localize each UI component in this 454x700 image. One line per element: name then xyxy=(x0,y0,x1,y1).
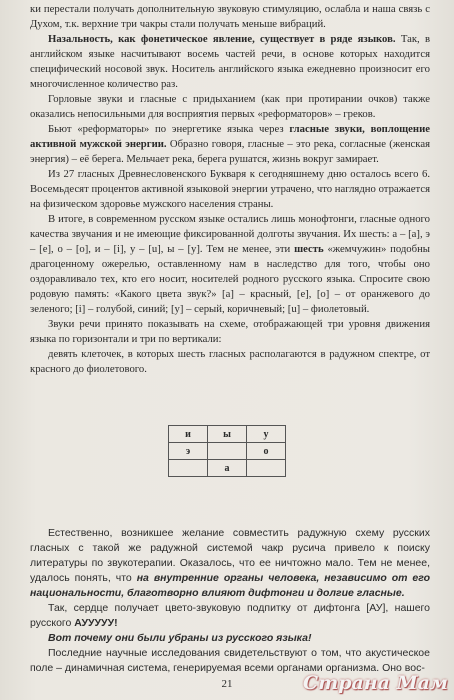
paragraph xyxy=(30,32,430,92)
vowel-grid xyxy=(168,425,286,477)
text-run: ки перестали получать дополнительную звуковую стимуляцию, ослабла и наша связь с Духом, т.к. верхние три чакры стали получать меньше вибраций. xyxy=(30,3,430,30)
grid-cell xyxy=(247,460,286,477)
lower-text-block xyxy=(30,526,430,676)
paragraph xyxy=(30,167,430,212)
paragraph xyxy=(30,631,430,646)
grid-row xyxy=(169,426,286,443)
paragraph xyxy=(30,347,430,377)
text-run: Так, сердце получает цвето-звуковую подпитку от дифтонга [АУ], нашего русского xyxy=(30,602,430,629)
paragraph xyxy=(30,212,430,317)
text-run: шесть xyxy=(294,243,324,255)
text-run: Так, в английском языке насчитывают восемь частей речи, в основе которых находится специфический носовой звук. Носитель английского языка ежедневно произносит его многочисленное количество раз. xyxy=(30,33,430,90)
text-run: гласные звуки, воплощение активной мужской энергии. xyxy=(30,123,430,150)
text-run: «жемчужин» подобны драгоценному ожерелью, оставленному нам в наследство для того, чтобы оно оздоравливало тех, кто его носит, носителей родного русского языка. Спросите свою родовую память: «Какого цвета звук?» [а] – красный, [е], [о] – от оранжевого до зеленого; [i] – голубой, синий; [у] – серый, коричневый; [u] – фиолетовый. xyxy=(30,243,430,315)
paragraph xyxy=(30,317,430,347)
grid-cell: у xyxy=(247,426,286,443)
paragraph xyxy=(30,2,430,32)
text-run: В итоге, в современном русском языке остались лишь монофтонги, гласные одного качества звучания и не имеющие фиксированной долготы звучания. Их шесть: а – [а], э – [е], о – [о], и – [i], у – [u], ы – [у]. Тем не менее, эти xyxy=(30,213,430,255)
text-run: девять клеточек, в которых шесть гласных располагаются в радужном спектре, от красного до фиолетового. xyxy=(30,348,430,375)
watermark-logo: Страна Мам xyxy=(302,672,448,694)
paragraph xyxy=(30,122,430,167)
text-run: Звуки речи принято показывать на схеме, отображающей три уровня движения языка по горизонтали и три по вертикали: xyxy=(30,318,430,345)
text-run: Горловые звуки и гласные с придыханием (как при протирании очков) также оказались непосильными для восприятия первых «реформаторов» – греков. xyxy=(30,93,430,120)
grid-cell: и xyxy=(169,426,208,443)
paragraph xyxy=(30,92,430,122)
text-run: Назальность, как фонетическое явление, существует в ряде языков. xyxy=(48,33,396,45)
grid-cell xyxy=(208,443,247,460)
text-run: Последние научные исследования свидетельствуют о том, что акустическое поле – динамичная система, генерируемая всеми органами организма. Оно вос- xyxy=(30,647,430,674)
text-run: Вот почему они были убраны из русского языка! xyxy=(48,632,312,644)
text-run: Естественно, возникшее желание совместить радужную схему русских гласных с такой же радужной системой чакр русича привело к поиску литературы по звукотерапии. Оказалось, что ее ничтожно мало. Тем не менее, удалось понять, что xyxy=(30,527,430,584)
text-run: Из 27 гласных Древнесловенского Букваря к сегодняшнему дню осталось всего 6. Восемьдесят процентов активной языковой энергии утрачено, что наглядно отражается на физическом здоровье мужского населения страны. xyxy=(30,168,430,210)
grid-cell: ы xyxy=(208,426,247,443)
upper-text-block xyxy=(30,2,430,377)
text-run: на внутренние органы человека, независимо от его национальности, благотворно влияют дифтонги и долгие гласные. xyxy=(30,572,430,599)
text-run: Бьют «реформаторы» по энергетике языка через xyxy=(48,123,290,135)
paragraph xyxy=(30,601,430,631)
grid-row xyxy=(169,443,286,460)
page-number: 21 xyxy=(221,678,233,690)
grid-cell xyxy=(169,460,208,477)
grid-cell: э xyxy=(169,443,208,460)
text-run: Образно говоря, гласные – это река, согласные (женская энергия) – её берега. Мельчает река, берега рушатся, жизнь вокруг замирает. xyxy=(30,138,430,165)
paragraph xyxy=(30,526,430,601)
grid-row xyxy=(169,460,286,477)
grid-cell: а xyxy=(208,460,247,477)
text-run: АУУУУУ! xyxy=(74,617,118,629)
grid-cell: о xyxy=(247,443,286,460)
